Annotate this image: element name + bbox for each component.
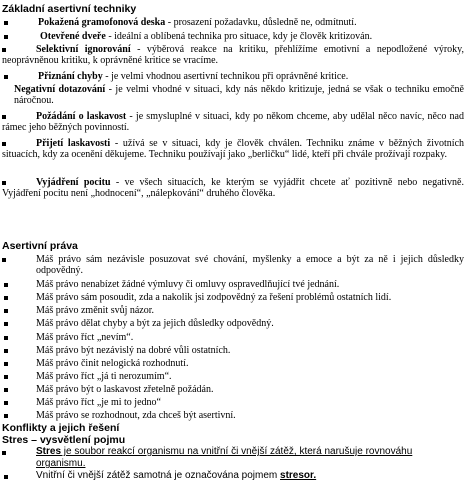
bullet-icon [2,258,6,262]
bullet-icon [2,181,6,185]
technique-item [14,84,464,106]
technique-term: Pokažená gramofonová deska [38,17,166,28]
bullet-icon [4,414,8,418]
technique-text: - prosazení požadavku, důsledně ne, odmítnutí. [165,17,357,28]
stress-term: Stres [36,446,62,457]
conflicts-heading: Konflikty a jejich řešení [2,422,120,434]
right-text: Máš právo se rozhodnout, zda chceš být asertivní. [36,410,236,421]
right-text: Máš právo říct „je mi to jedno“ [36,397,161,408]
right-text: Máš právo činit nelogická rozhodnutí. [36,358,189,369]
bullet-icon [4,75,8,79]
bullet-icon [2,115,6,119]
bullet-icon [4,336,8,340]
technique-text: - je velmi vhodné v situaci, kdy nás někdo kritizuje, jedná se však o techniku emočně náročnou. [14,84,464,106]
technique-term: Negativní dotazování [14,84,106,95]
technique-item [2,44,464,66]
stressor-text: Vnitřní či vnější zátěž samotná je označována pojmem [36,470,281,481]
bullet-icon [2,48,6,52]
bullet-icon [4,21,8,25]
right-text: Máš právo sám nezávisle posuzovat své chování, myšlenky a emoce a být za ně i jejich důsledky odpovědný. [36,254,464,276]
bullet-icon [4,322,8,326]
bullet-icon [4,349,8,353]
right-text: Máš právo dělat chyby a být za jejich důsledky odpovědný. [36,318,274,329]
bullet-icon [2,451,6,455]
bullet-icon [4,362,8,366]
technique-text: - výběrová reakce na kritiku, přehlížíme emotivní a nepodložené výroky, neoprávněnou kritiku, k oprávněné kritice se vracíme. [2,44,465,66]
right-item [2,254,464,276]
right-text: Máš právo změnit svůj názor. [36,305,155,316]
right-text: Máš právo sám posoudit, zda a nakolik jsi zodpovědný za řešení problémů ostatních lidí. [36,292,392,303]
bullet-icon [4,35,8,39]
technique-item [2,177,464,199]
bullet-icon [4,388,8,392]
technique-text: - ve všech situacích, ke kterým se vyjádřit chcete ať pozitivně nebo negativně. Vyjádření pocitu není „hodnocení“, „nálepkování“ druhého člověka. [2,177,464,199]
bullet-icon [4,401,8,405]
stress-subheading: Stres – vysvětlení pojmu [2,434,126,446]
technique-text: - je velmi vhodnou asertivní technikou při oprávněné kritice. [102,71,349,82]
stressor-term: stresor. [280,470,317,481]
bullet-icon [4,309,8,313]
bullet-icon [4,283,8,287]
technique-term: Přijetí laskavosti [36,138,111,149]
right-text: Máš právo říct „nevím“. [36,332,134,343]
technique-item [2,138,464,160]
technique-text: - ideální a oblíbená technika pro situace, kdy je člověk kritizován. [105,31,373,42]
technique-term: Selektivní ignorování [36,44,131,55]
stress-text: je soubor reakcí organismu na vnitřní či vnější zátěž, která narušuje rovnováhu organismu. [36,446,413,469]
right-text: Máš právo nenabízet žádné výmluvy či omluvy ospravedlňující tvé jednání. [36,279,340,290]
bullet-icon [4,375,8,379]
bullet-icon [4,296,8,300]
bullet-icon [4,475,8,479]
right-text: Máš právo říct „já ti nerozumím“. [36,371,172,382]
technique-text: - užívá se v situaci, kdy je člověk chválen. Techniku známe v běžných životních situacích, kdy za ocenění děkujeme. Techniku používají jako „berličku“ lidé, kteří při chvále prožívají rozpaky. [2,138,465,160]
technique-item [2,111,464,133]
stress-definition [2,446,464,470]
techniques-heading: Základní asertivní techniky [2,3,137,15]
technique-term: Otevřené dveře [40,31,106,42]
technique-term: Přiznání chyby [38,71,103,82]
bullet-icon [2,142,6,146]
right-text: Máš právo být nezávislý na dobré vůli ostatních. [36,345,231,356]
rights-heading: Asertivní práva [2,240,78,252]
right-text: Máš právo být o laskavost zřetelně požádán. [36,384,214,395]
technique-term: Vyjádření pocitu [36,177,111,188]
technique-text: - je smysluplné v situaci, kdy po někom chceme, aby udělal něco navíc, něco nad rámec jeho běžných povinností. [2,111,464,133]
technique-term: Požádání o laskavost [36,111,127,122]
